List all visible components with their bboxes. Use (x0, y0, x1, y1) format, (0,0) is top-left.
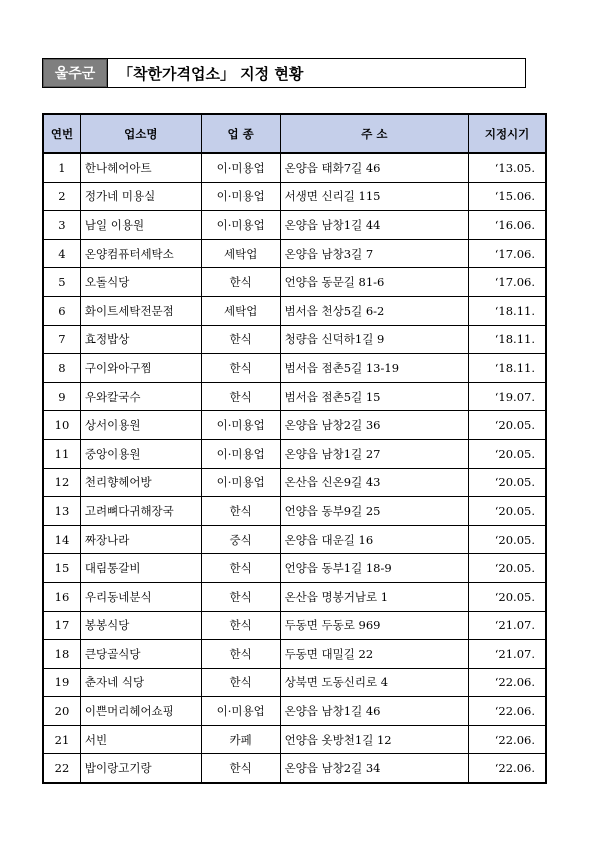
cell-category: 한식 (201, 640, 280, 669)
table-row (43, 697, 546, 726)
cell-date: ‘20.05. (469, 554, 546, 583)
cell-store-name: 오돌식당 (80, 268, 201, 297)
cell-store-name: 한나헤어아트 (80, 153, 201, 182)
cell-number: 19 (43, 668, 80, 697)
cell-category: 한식 (201, 497, 280, 526)
cell-store-name: 남일 이용원 (80, 211, 201, 240)
cell-store-name: 효정밥상 (80, 325, 201, 354)
cell-date: ‘20.05. (469, 439, 546, 468)
cell-category: 이·미용업 (201, 411, 280, 440)
cell-store-name: 서빈 (80, 725, 201, 754)
cell-address: 언양읍 동부1길 18-9 (280, 554, 469, 583)
cell-date: ‘22.06. (469, 668, 546, 697)
cell-date: ‘20.05. (469, 582, 546, 611)
cell-store-name: 봉봉식당 (80, 611, 201, 640)
cell-date: ‘18.11. (469, 325, 546, 354)
cell-number: 9 (43, 382, 80, 411)
cell-date: ‘22.06. (469, 754, 546, 783)
col-header-date: 지정시기 (469, 114, 546, 153)
table-row (43, 268, 546, 297)
cell-number: 20 (43, 697, 80, 726)
cell-store-name: 우와칼국수 (80, 382, 201, 411)
cell-number: 3 (43, 211, 80, 240)
cell-number: 17 (43, 611, 80, 640)
cell-address: 두동면 두동로 969 (280, 611, 469, 640)
col-header-number: 연번 (43, 114, 80, 153)
table-row (43, 325, 546, 354)
cell-address: 언양읍 동부9길 25 (280, 497, 469, 526)
cell-date: ‘21.07. (469, 611, 546, 640)
cell-store-name: 구이와아구찜 (80, 354, 201, 383)
cell-address: 온양읍 남창2길 36 (280, 411, 469, 440)
cell-category: 이·미용업 (201, 468, 280, 497)
cell-store-name: 짜장나라 (80, 525, 201, 554)
cell-address: 범서읍 천상5길 6-2 (280, 296, 469, 325)
cell-number: 13 (43, 497, 80, 526)
table-row (43, 382, 546, 411)
table-row (43, 468, 546, 497)
cell-store-name: 온양컴퓨터세탁소 (80, 239, 201, 268)
cell-store-name: 큰당골식당 (80, 640, 201, 669)
cell-address: 청량읍 신덕하1길 9 (280, 325, 469, 354)
cell-category: 이·미용업 (201, 182, 280, 211)
cell-number: 14 (43, 525, 80, 554)
cell-address: 범서읍 점촌5길 13-19 (280, 354, 469, 383)
table-row (43, 497, 546, 526)
cell-category: 이·미용업 (201, 211, 280, 240)
cell-category: 중식 (201, 525, 280, 554)
page-header (42, 58, 526, 88)
cell-category: 한식 (201, 582, 280, 611)
table-row (43, 554, 546, 583)
cell-number: 10 (43, 411, 80, 440)
cell-date: ‘20.05. (469, 411, 546, 440)
cell-category: 한식 (201, 268, 280, 297)
cell-category: 한식 (201, 354, 280, 383)
cell-number: 8 (43, 354, 80, 383)
store-table (42, 113, 547, 784)
cell-date: ‘17.06. (469, 239, 546, 268)
cell-number: 1 (43, 153, 80, 182)
cell-number: 18 (43, 640, 80, 669)
cell-store-name: 중앙이용원 (80, 439, 201, 468)
cell-address: 온양읍 남창2길 34 (280, 754, 469, 783)
cell-address: 상북면 도동신리로 4 (280, 668, 469, 697)
cell-address: 온산읍 신온9길 43 (280, 468, 469, 497)
cell-category: 세탁업 (201, 239, 280, 268)
cell-store-name: 춘자네 식당 (80, 668, 201, 697)
table-row (43, 411, 546, 440)
cell-date: ‘18.11. (469, 354, 546, 383)
cell-address: 온산읍 명봉거남로 1 (280, 582, 469, 611)
cell-address: 온양읍 태화7길 46 (280, 153, 469, 182)
col-header-category: 업 종 (201, 114, 280, 153)
cell-number: 5 (43, 268, 80, 297)
cell-date: ‘13.05. (469, 153, 546, 182)
cell-address: 언양읍 옷방천1길 12 (280, 725, 469, 754)
cell-number: 7 (43, 325, 80, 354)
cell-address: 온양읍 남창1길 46 (280, 697, 469, 726)
region-badge: 울주군 (43, 59, 107, 87)
cell-store-name: 고려뼈다귀해장국 (80, 497, 201, 526)
cell-date: ‘16.06. (469, 211, 546, 240)
cell-address: 온양읍 대운길 16 (280, 525, 469, 554)
table-row (43, 611, 546, 640)
col-header-name: 업소명 (80, 114, 201, 153)
table-row (43, 239, 546, 268)
cell-category: 세탁업 (201, 296, 280, 325)
table-row (43, 211, 546, 240)
cell-address: 온양읍 남창1길 27 (280, 439, 469, 468)
table-row (43, 754, 546, 783)
cell-store-name: 밥이랑고기랑 (80, 754, 201, 783)
page-title: 「착한가격업소」 지정 현황 (107, 59, 525, 87)
cell-number: 21 (43, 725, 80, 754)
col-header-address: 주 소 (280, 114, 469, 153)
cell-number: 12 (43, 468, 80, 497)
cell-store-name: 대림통갈비 (80, 554, 201, 583)
cell-store-name: 이쁜머리헤어쇼핑 (80, 697, 201, 726)
cell-store-name: 우리동네분식 (80, 582, 201, 611)
cell-category: 이·미용업 (201, 153, 280, 182)
cell-number: 15 (43, 554, 80, 583)
cell-date: ‘20.05. (469, 468, 546, 497)
cell-store-name: 정가네 미용실 (80, 182, 201, 211)
cell-store-name: 상서이용원 (80, 411, 201, 440)
cell-category: 한식 (201, 325, 280, 354)
cell-number: 2 (43, 182, 80, 211)
table-row (43, 296, 546, 325)
cell-date: ‘21.07. (469, 640, 546, 669)
cell-address: 서생면 신리길 115 (280, 182, 469, 211)
cell-date: ‘19.07. (469, 382, 546, 411)
cell-number: 4 (43, 239, 80, 268)
cell-category: 한식 (201, 611, 280, 640)
cell-category: 이·미용업 (201, 697, 280, 726)
cell-number: 6 (43, 296, 80, 325)
cell-category: 이·미용업 (201, 439, 280, 468)
cell-address: 온양읍 남창3길 7 (280, 239, 469, 268)
table-row (43, 668, 546, 697)
cell-address: 범서읍 점촌5길 15 (280, 382, 469, 411)
cell-date: ‘17.06. (469, 268, 546, 297)
cell-category: 한식 (201, 382, 280, 411)
cell-date: ‘15.06. (469, 182, 546, 211)
table-row (43, 182, 546, 211)
cell-category: 한식 (201, 668, 280, 697)
cell-date: ‘18.11. (469, 296, 546, 325)
table-row (43, 153, 546, 182)
cell-address: 두동면 대밀길 22 (280, 640, 469, 669)
table-row (43, 354, 546, 383)
cell-address: 온양읍 남창1길 44 (280, 211, 469, 240)
cell-number: 22 (43, 754, 80, 783)
table-header-row (43, 114, 546, 153)
table-row (43, 439, 546, 468)
cell-number: 11 (43, 439, 80, 468)
cell-date: ‘20.05. (469, 497, 546, 526)
table-row (43, 725, 546, 754)
cell-number: 16 (43, 582, 80, 611)
cell-date: ‘20.05. (469, 525, 546, 554)
cell-store-name: 화이트세탁전문점 (80, 296, 201, 325)
cell-date: ‘22.06. (469, 725, 546, 754)
cell-store-name: 천리향헤어방 (80, 468, 201, 497)
table-row (43, 582, 546, 611)
table-row (43, 640, 546, 669)
cell-category: 한식 (201, 554, 280, 583)
cell-category: 한식 (201, 754, 280, 783)
cell-category: 카페 (201, 725, 280, 754)
cell-date: ‘22.06. (469, 697, 546, 726)
table-row (43, 525, 546, 554)
cell-address: 언양읍 동문길 81-6 (280, 268, 469, 297)
